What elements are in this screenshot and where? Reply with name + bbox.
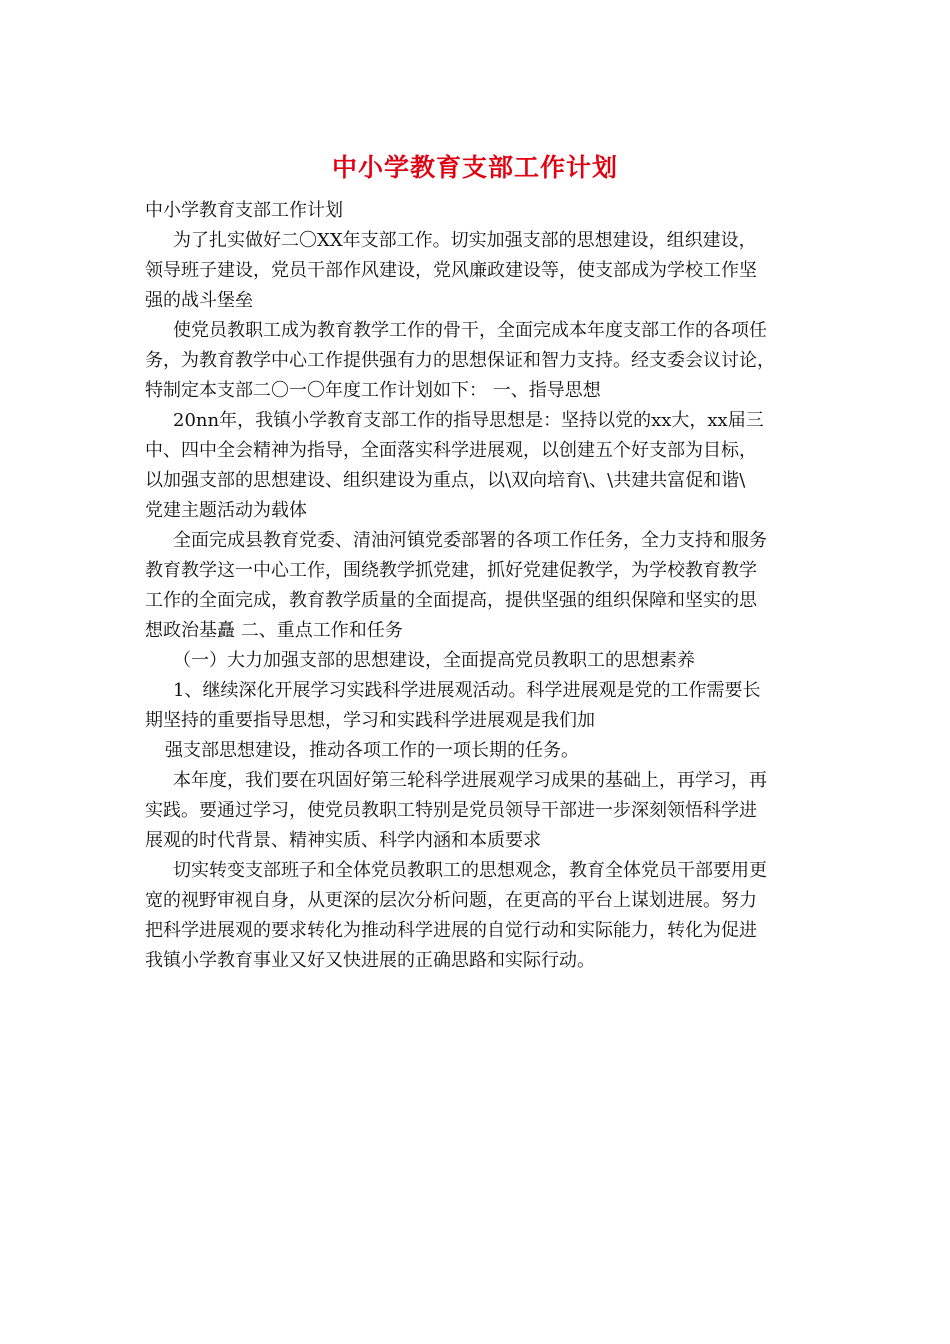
paragraph-line: 务，为教育教学中心工作提供强有力的思想保证和智力支持。经支委会议讨论， [145,350,775,371]
paragraph-line: 特制定本支部二〇一〇年度工作计划如下： 一、指导思想 [145,380,601,401]
section-heading: （一）大力加强支部的思想建设，全面提高党员教职工的思想素养 [173,650,695,671]
paragraph-line: 1、继续深化开展学习实践科学进展观活动。科学进展观是党的工作需要长 [173,680,761,701]
paragraph-line: 20nn年，我镇小学教育支部工作的指导思想是：坚持以党的xx大，xx届三 [173,410,764,431]
paragraph-line: 党建主题活动为载体 [145,500,307,521]
paragraph-line: 以加强支部的思想建设、组织建设为重点，以\双向培育\、\共建共富促和谐\ [145,470,746,491]
paragraph-line: 我镇小学教育事业又好又快进展的正确思路和实际行动。 [145,950,595,971]
subtitle-line: 中小学教育支部工作计划 [145,200,343,221]
paragraph-line: 实践。要通过学习，使党员教职工特别是党员领导干部进一步深刻领悟科学进 [145,800,757,821]
paragraph-line: 中、四中全会精神为指导，全面落实科学进展观，以创建五个好支部为目标， [145,440,757,461]
paragraph-line: 领导班子建设，党员干部作风建设，党风廉政建设等，使支部成为学校工作坚 [145,260,757,281]
paragraph-line: 宽的视野审视自身，从更深的层次分析问题，在更高的平台上谋划进展。努力 [145,890,757,911]
paragraph-line: 本年度，我们要在巩固好第三轮科学进展观学习成果的基础上，再学习，再 [173,770,767,791]
paragraph-line: 强支部思想建设，推动各项工作的一项长期的任务。 [165,740,579,761]
paragraph-line: 想政治基矗 二、重点工作和任务 [145,620,403,641]
document-body [145,196,805,976]
paragraph-line: 全面完成县教育党委、清油河镇党委部署的各项工作任务，全力支持和服务 [173,530,767,551]
paragraph-line: 使党员教职工成为教育教学工作的骨干，全面完成本年度支部工作的各项任 [173,320,767,341]
paragraph-line: 把科学进展观的要求转化为推动科学进展的自觉行动和实际能力，转化为促进 [145,920,757,941]
paragraph-line: 切实转变支部班子和全体党员教职工的思想观念，教育全体党员干部要用更 [173,860,767,881]
document-title: 中小学教育支部工作计划 [331,153,618,182]
paragraph-line: 期坚持的重要指导思想，学习和实践科学进展观是我们加 [145,710,595,731]
paragraph-line: 工作的全面完成，教育教学质量的全面提高，提供坚强的组织保障和坚实的思 [145,590,757,611]
paragraph-line: 强的战斗堡垒 [145,290,253,311]
paragraph-line: 为了扎实做好二〇XX年支部工作。切实加强支部的思想建设，组织建设， [173,230,757,251]
paragraph-line: 展观的时代背景、精神实质、科学内涵和本质要求 [145,830,541,851]
paragraph-line: 教育教学这一中心工作，围绕教学抓党建，抓好党建促教学，为学校教育教学 [145,560,757,581]
